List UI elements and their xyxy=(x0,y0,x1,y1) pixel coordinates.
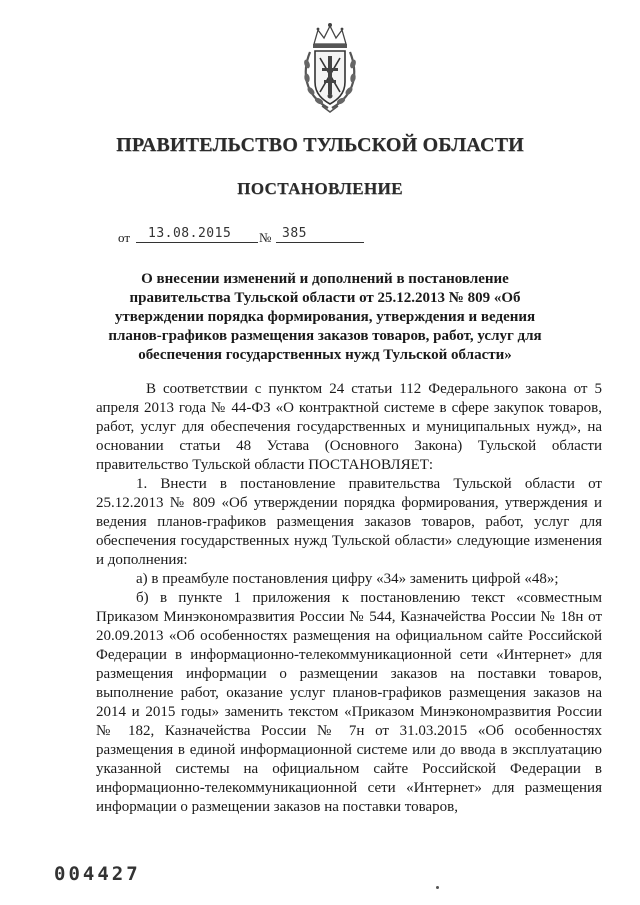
date-number-line xyxy=(118,226,378,244)
serial-number-stamp: 004427 xyxy=(54,863,141,885)
document-heading: О внесении изменений и дополнений в постановление правительства Тульской области от 25.12.2013 № 809 «Об утверждении порядка формирования, утверждения и ведения планов-графиков размещения заказов товаров, работ, услуг для обеспечения государственных нужд Тульской области» xyxy=(108,271,542,363)
scan-speck xyxy=(436,886,439,889)
government-name: ПРАВИТЕЛЬСТВО ТУЛЬСКОЙ ОБЛАСТИ xyxy=(116,134,524,156)
document-body xyxy=(96,380,602,817)
date-underline xyxy=(136,242,258,243)
paragraph-item-b: б) в пункте 1 приложения к постановлению текст «совместным Приказом Минэкономразвития России № 544, Казначейства России № 18н от 20.09.2013 «Об особенностях размещения на официальном сайте Российской Федерации в информационно-телекоммуникационной сети «Интернет» для размещения информации о размещении заказов на поставки товаров, выполнение работ, оказание услуг планов-графиков размещения заказов на 2014 и 2015 годы» заменить текстом «Приказом Минэкономразвития России № 182, Казначейства России № 7н от 31.03.2015 «Об особенностях размещения в единой информационной системе или до ввода в эксплуатацию указанной системы на официальном сайте Российской Федерации в информационно-телекоммуникационной сети «Интернет» для размещения информации о размещении заказов на поставки товаров, xyxy=(96,590,602,815)
paragraph-item-a: а) в преамбуле постановления цифру «34» заменить цифрой «48»; xyxy=(136,571,559,587)
document-date: 13.08.2015 xyxy=(148,226,232,241)
document-number: 385 xyxy=(282,226,307,241)
tula-coat-of-arms-icon xyxy=(300,22,360,114)
paragraph-preamble: В соответствии с пунктом 24 статьи 112 Федерального закона от 5 апреля 2013 года № 44-ФЗ «О контрактной системе в сфере закупок товаров, работ, услуг для обеспечения государственных и муниципальных нужд», на основании статьи 48 Устава (Основного Закона) Тульской области правительство Тульской области ПОСТАНОВЛЯЕТ: xyxy=(96,381,602,473)
document-type: ПОСТАНОВЛЕНИЕ xyxy=(237,179,403,198)
number-label: № xyxy=(259,230,272,245)
date-label: от xyxy=(118,230,131,245)
number-underline xyxy=(276,242,364,243)
paragraph-item-1: 1. Внести в постановление правительства Тульской области от 25.12.2013 № 809 «Об утверждении порядка формирования, утверждения и ведения планов-графиков размещения заказов товаров, работ, услуг для обеспечения государственных нужд Тульской области» следующие изменения и дополнения: xyxy=(96,476,602,568)
